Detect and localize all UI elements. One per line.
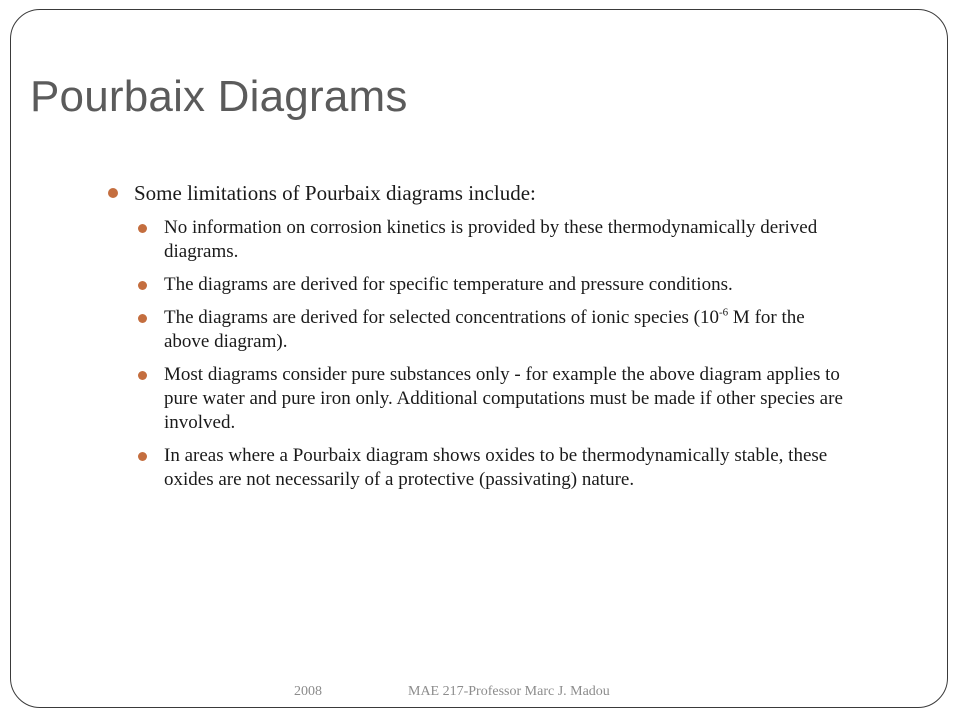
- concentration-text-after: M for the above diagram).: [164, 307, 805, 352]
- sub-bullet-kinetics: No information on corrosion kinetics is provided by these thermodynamically derived diagrams.: [138, 216, 848, 264]
- concentration-exponent: -6: [719, 306, 729, 319]
- sub-bullet-temperature: The diagrams are derived for specific temperature and pressure conditions.: [138, 273, 848, 297]
- footer-course: MAE 217-Professor Marc J. Madou: [408, 684, 610, 699]
- sub-bullet-oxides: In areas where a Pourbaix diagram shows oxides to be thermodynamically stable, these oxides are not necessarily of a protective (passivating) nature.: [138, 444, 848, 492]
- main-bullet: Some limitations of Pourbaix diagrams include:: [108, 180, 848, 206]
- sub-bullet-concentration: [138, 306, 848, 354]
- slide-title: Pourbaix Diagrams: [30, 72, 408, 121]
- concentration-text-before: The diagrams are derived for selected concentrations of ionic species (10: [164, 307, 719, 328]
- footer-year: 2008: [294, 684, 322, 699]
- sub-bullet-pure-substances: Most diagrams consider pure substances only - for example the above diagram applies to pure water and pure iron only. Additional computations must be made if other species are involved.: [138, 363, 848, 435]
- slide-content: [108, 180, 848, 501]
- sub-bullet-list: [108, 216, 848, 492]
